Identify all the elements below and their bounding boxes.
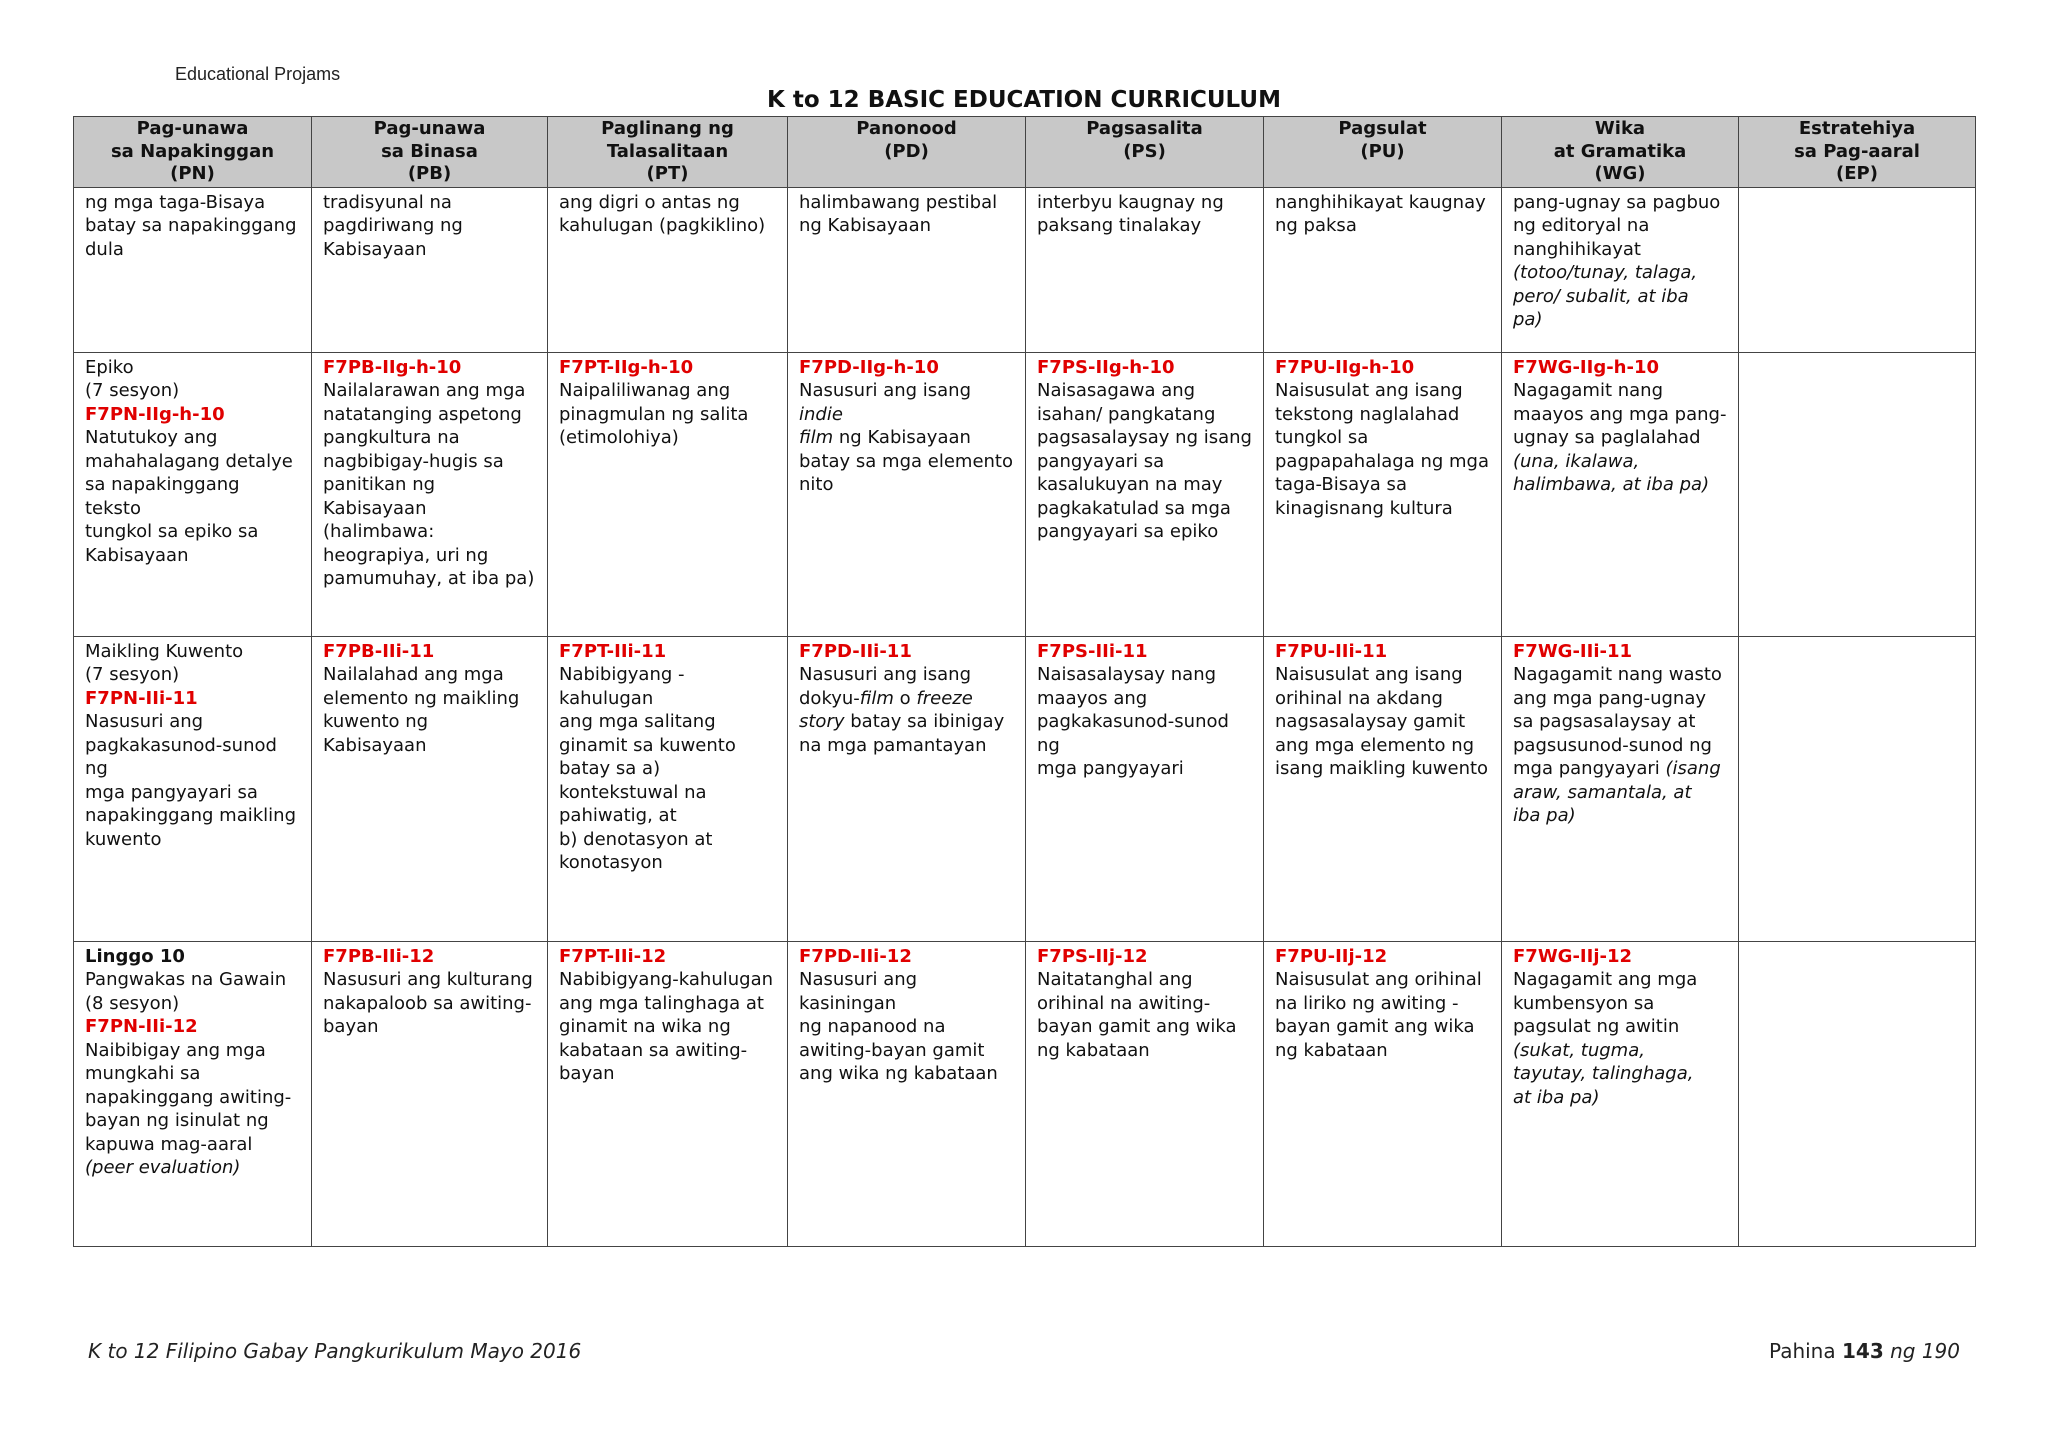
footer-document-title: K to 12 Filipino Gabay Pangkurikulum Mayo 2016 [88, 1339, 582, 1363]
competency-code: F7PB-IIi-11 [323, 640, 435, 662]
competency-code: F7PB-IIg-h-10 [323, 356, 462, 378]
competency-code: F7PD-IIg-h-10 [799, 356, 939, 378]
cell-wg: F7WG-IIg-h-10 Nagagamit nang maayos ang mga pang- ugnay sa paglalahad (una, ikalawa, halimbawa, at iba pa) [1502, 352, 1739, 636]
header-ep: Estratehiya sa Pag-aaral (EP) [1739, 117, 1976, 188]
competency-code: F7PB-IIi-12 [323, 945, 435, 967]
competency-code: F7PT-IIg-h-10 [559, 356, 694, 378]
competency-code: F7PU-IIg-h-10 [1275, 356, 1415, 378]
table-row [74, 636, 1976, 941]
cell-pb: F7PB-IIg-h-10 Nailalarawan ang mga natatanging aspetong pangkultura na nagbibigay-hugis sa panitikan ng Kabisayaan (halimbawa: heograpiya, uri ng pamumuhay, at iba pa) [312, 352, 548, 636]
table-row [74, 941, 1976, 1246]
header-row [74, 117, 1976, 188]
footer-page-number: Pahina 143 ng 190 [1769, 1339, 1960, 1363]
cell-pn: Linggo 10 Pangwakas na Gawain (8 sesyon) F7PN-IIi-12 Naibibigay ang mga mungkahi sa napakinggang awiting- bayan ng isinulat ng kapuwa mag-aaral (peer evaluation) [74, 941, 312, 1246]
competency-code: F7PT-IIi-11 [559, 640, 667, 662]
cell-pt: F7PT-IIi-12 Nabibigyang-kahulugan ang mga talinghaga at ginamit na wika ng kabataan sa awiting- bayan [548, 941, 788, 1246]
competency-code: F7PN-IIi-11 [85, 687, 198, 709]
cell-pb: F7PB-IIi-11 Nailalahad ang mga elemento ng maikling kuwento ng Kabisayaan [312, 636, 548, 941]
competency-code: F7PN-IIi-12 [85, 1016, 198, 1037]
header-pt: Paglinang ng Talasalitaan (PT) [548, 117, 788, 188]
page-title: K to 12 BASIC EDUCATION CURRICULUM [767, 87, 1281, 113]
cell-pt: ang digri o antas ng kahulugan (pagkiklino) [548, 187, 788, 352]
competency-code: F7PS-IIi-11 [1037, 640, 1148, 662]
cell-pn: Maikling Kuwento (7 sesyon) F7PN-IIi-11 Nasusuri ang pagkakasunod-sunod ng mga pangyayari sa napakinggang maikling kuwento [74, 636, 312, 941]
cell-pt: F7PT-IIi-11 Nabibigyang -kahulugan ang mga salitang ginamit sa kuwento batay sa a) kontekstuwal na pahiwatig, at b) denotasyon at konotasyon [548, 636, 788, 941]
cell-ps: interbyu kaugnay ng paksang tinalakay [1026, 187, 1264, 352]
cell-ps: F7PS-IIg-h-10 Naisasagawa ang isahan/ pangkatang pagsasalaysay ng isang pangyayari sa kasalukuyan na may pagkakatulad sa mga pangyayari sa epiko [1026, 352, 1264, 636]
cell-ep [1739, 636, 1976, 941]
header-ps: Pagsasalita (PS) [1026, 117, 1264, 188]
cell-pt: F7PT-IIg-h-10 Naipaliliwanag ang pinagmulan ng salita (etimolohiya) [548, 352, 788, 636]
table-row [74, 352, 1976, 636]
competency-code: F7PU-IIj-12 [1275, 945, 1388, 967]
cell-ep [1739, 187, 1976, 352]
cell-wg: F7WG-IIj-12 Nagagamit ang mga kumbensyon sa pagsulat ng awitin (sukat, tugma, tayutay, talinghaga, at iba pa) [1502, 941, 1739, 1246]
watermark-text: Educational Projams [175, 64, 341, 84]
cell-pb: F7PB-IIi-12 Nasusuri ang kulturang nakapaloob sa awiting- bayan [312, 941, 548, 1246]
cell-pd: halimbawang pestibal ng Kabisayaan [788, 187, 1026, 352]
cell-ep [1739, 941, 1976, 1246]
cell-pd: F7PD-IIg-h-10 Nasusuri ang isang indie film ng Kabisayaan batay sa mga elemento nito [788, 352, 1026, 636]
header-pd: Panonood (PD) [788, 117, 1026, 188]
header-pb: Pag-unawa sa Binasa (PB) [312, 117, 548, 188]
competency-code: F7PS-IIj-12 [1037, 945, 1148, 967]
table-row [74, 187, 1976, 352]
cell-ps: F7PS-IIi-11 Naisasalaysay nang maayos ang pagkakasunod-sunod ng mga pangyayari [1026, 636, 1264, 941]
competency-code: F7WG-IIj-12 [1513, 945, 1633, 967]
curriculum-table [73, 116, 1976, 1247]
competency-code: F7PU-IIi-11 [1275, 640, 1388, 662]
cell-pd: F7PD-IIi-11 Nasusuri ang isang dokyu-film o freeze story batay sa ibinigay na mga pamantayan [788, 636, 1026, 941]
competency-code: F7PN-IIg-h-10 [85, 403, 225, 425]
cell-pu: F7PU-IIj-12 Naisusulat ang orihinal na liriko ng awiting - bayan gamit ang wika ng kabataan [1264, 941, 1502, 1246]
cell-pd: F7PD-IIi-12 Nasusuri ang kasiningan ng napanood na awiting-bayan gamit ang wika ng kabataan [788, 941, 1026, 1246]
cell-ps: F7PS-IIj-12 Naitatanghal ang orihinal na awiting- bayan gamit ang wika ng kabataan [1026, 941, 1264, 1246]
cell-pu: F7PU-IIg-h-10 Naisusulat ang isang tekstong naglalahad tungkol sa pagpapahalaga ng mga taga-Bisaya sa kinagisnang kultura [1264, 352, 1502, 636]
cell-pn: Epiko (7 sesyon) F7PN-IIg-h-10 Natutukoy ang mahahalagang detalye sa napakinggang teksto tungkol sa epiko sa Kabisayaan [74, 352, 312, 636]
cell-wg: pang-ugnay sa pagbuo ng editoryal na nanghihikayat (totoo/tunay, talaga, pero/ subalit, at iba pa) [1502, 187, 1739, 352]
header-pu: Pagsulat (PU) [1264, 117, 1502, 188]
competency-code: F7PT-IIi-12 [559, 945, 667, 967]
cell-pu: nanghihikayat kaugnay ng paksa [1264, 187, 1502, 352]
cell-pu: F7PU-IIi-11 Naisusulat ang isang orihinal na akdang nagsasalaysay gamit ang mga elemento ng isang maikling kuwento [1264, 636, 1502, 941]
competency-code: F7PD-IIi-12 [799, 945, 912, 967]
cell-wg: F7WG-IIi-11 Nagagamit nang wasto ang mga pang-ugnay sa pagsasalaysay at pagsusunod-sunod ng mga pangyayari (isang araw, samantala, at iba pa) [1502, 636, 1739, 941]
cell-pn: ng mga taga-Bisaya batay sa napakinggang dula [74, 187, 312, 352]
cell-pb: tradisyunal na pagdiriwang ng Kabisayaan [312, 187, 548, 352]
competency-code: F7PS-IIg-h-10 [1037, 356, 1175, 378]
cell-ep [1739, 352, 1976, 636]
header-wg: Wika at Gramatika (WG) [1502, 117, 1739, 188]
header-pn: Pag-unawa sa Napakinggan (PN) [74, 117, 312, 188]
competency-code: F7PD-IIi-11 [799, 640, 912, 662]
competency-code: F7WG-IIg-h-10 [1513, 356, 1660, 378]
competency-code: F7WG-IIi-11 [1513, 640, 1633, 662]
